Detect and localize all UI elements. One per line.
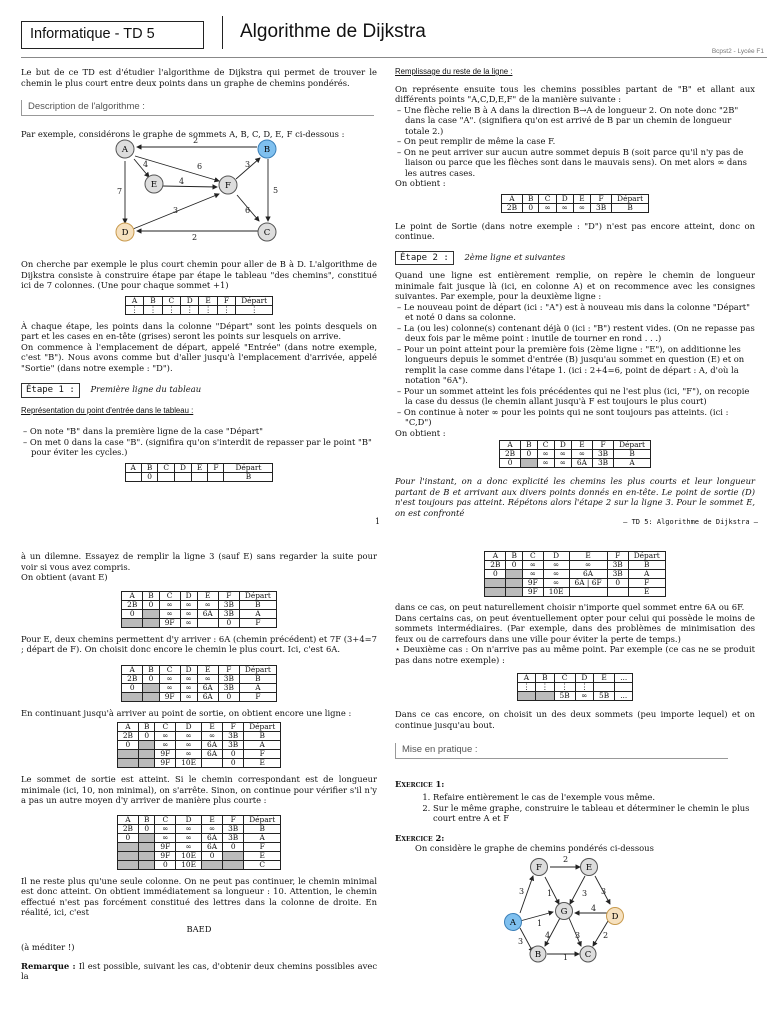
g1-weight: 6 <box>245 206 251 215</box>
mediter: (à méditer !) <box>21 942 75 952</box>
g1-node-b: B <box>263 145 271 155</box>
para-sortie: Le point de Sortie (dans notre exemple : "D") n'est pas encore atteint, donc on continue. <box>395 220 755 241</box>
ex1-title: Exercice 1: <box>395 778 445 789</box>
table-step1-full: A B C D E F Départ 2B 0 ∞ ∞ ∞ 3B B <box>501 194 649 213</box>
repr-title: Représentation du point d'entrée dans le tableau : <box>21 405 194 415</box>
list-item: – On peut remplir de même la case F. <box>405 136 755 147</box>
table-3: A B C D E F Départ 2B 0 ∞ ∞ ∞ 3B B 0 ∞ ∞ 6A 3B A 9F ∞ 0 F <box>121 591 277 628</box>
remarque: Remarque : Il est possible, suivant les cas, d'obtenir deux chemins possibles avec la <box>21 960 378 981</box>
remplissage-list <box>395 105 755 179</box>
table-step2: A B C D E F Départ 2B 0 ∞ ∞ ∞ 3B B 0 ∞ ∞ 6A 3B A <box>499 440 651 468</box>
g2-node-e: E <box>585 862 593 873</box>
g1-weight: 2 <box>193 136 199 145</box>
table-4: A B C D E F Départ 2B 0 ∞ ∞ ∞ 3B B 0 ∞ ∞ 6A 3B A 9F ∞ 6A 0 F <box>121 665 277 702</box>
page1-right <box>395 67 755 518</box>
list-item: 2. Sur le même graphe, construire le tableau et déterminer le chemin le plus court entre A et F <box>433 803 755 824</box>
repr-list <box>21 426 377 458</box>
page-title: Algorithme de Dijkstra <box>240 21 426 42</box>
course-box <box>21 21 204 49</box>
list-item: – On ne peut arriver sur aucun autre sommet depuis B (soit parce qu'il n'y pas de liaison ou parce que les flèches sont dans le mauvais sens). On met alors ∞ dans les autres cases. <box>405 147 755 179</box>
g1-node-d: D <box>121 228 129 238</box>
etape2-heading: Étape 2 : 2ème ligne et suivantes <box>395 251 755 266</box>
example-intro: Par exemple, considérons le graphe de sommets A, B, C, D, E, F ci-dessous : <box>21 128 345 139</box>
page-number: 1 <box>375 517 381 526</box>
list-item: – Pour un sommet atteint les fois précédentes qui ne l'est plus (ici, "F"), on recopie la case du dessus (le chemin allant jusqu'à F est toujours le plus court) <box>405 386 755 407</box>
p2-sommet: Le sommet de sortie est atteint. Si le chemin correspondant est de longueur minimale (ici, 10, non minimal), on s'arrête. Sinon, on continue pour vérifier s'il n'y a pas un autre moyen d'y arriver de manière plus courte : <box>21 774 377 805</box>
g2-weight: 1 <box>537 918 543 928</box>
list-item: – La (ou les) colonne(s) contenant déjà 0 (ici : "B") restent vides. (On ne repasse pas deux fois par le même point : inutile de tourner en rond . . .) <box>405 323 755 344</box>
page2-right <box>395 551 755 962</box>
section-pratique: Mise en pratique : <box>395 743 728 759</box>
table-8: A B C D E ... ⋮ ⋮ ⋮ ⋮ 5B ∞ 5B ... <box>517 673 634 701</box>
g2-weight: 3 <box>519 886 525 896</box>
g2-node-c: C <box>584 949 592 960</box>
table-5: A B C D E F Départ 2B 0 ∞ ∞ ∞ 3B B 0 ∞ ∞ 6A 3B A 9F ∞ 6A 0 F 9F 10E 0 E <box>117 722 281 768</box>
g2-node-a: A <box>509 917 517 928</box>
g2-weight: 4 <box>591 903 597 913</box>
list-item: – Le nouveau point de départ (ici : "A") est à nouveau mis dans la colonne "Départ" et noté 0 dans sa colonne. <box>405 302 755 323</box>
intro-text: Le but de ce TD est d'étudier l'algorithme de Dijkstra qui permet de trouver le chemin le plus court entre deux points dans un graphe de chemins pondérés. <box>21 67 377 88</box>
g2-node-b: B <box>534 949 542 960</box>
p2-obtient-avant: On obtient (avant E) <box>21 572 108 582</box>
g1-weight: 5 <box>273 186 279 195</box>
ex1-list <box>395 792 755 824</box>
remplissage-title: Remplissage du reste de la ligne : <box>395 67 513 76</box>
table-empty: A B C D E F Départ ⋮ ⋮ ⋮ ⋮ ⋮ ⋮ ⋮ <box>125 296 273 315</box>
list-item: – On met 0 dans la case "B". (signifira qu'on s'interdit de repasser par le point "B" pour éviter les cycles.) <box>31 437 377 458</box>
list-item: – On note "B" dans la première ligne de la case "Départ" <box>31 426 377 437</box>
ex2-intro: On considère le graphe de chemins pondérés ci-dessous <box>415 843 654 853</box>
table-7: A B C D E F Départ 2B 0 ∞ ∞ ∞ 3B B 0 ∞ ∞ 6A 3B A 9F ∞ 6A | 6F 0 F 9F 10E E <box>484 551 665 597</box>
g1-weight: 3 <box>173 206 179 215</box>
g1-node-e: E <box>150 180 158 190</box>
p2-encore: Dans ce cas encore, on choisit un des deux sommets (peu importe lequel) et on continue jusqu'au bout. <box>395 709 755 730</box>
p2-dilemme: à un dilemne. Essayez de remplir la ligne 3 (sauf E) sans regarder la suite pour voir si vous avez compris. <box>21 551 377 572</box>
course-label: Informatique - TD 5 <box>30 26 155 42</box>
table-step1: A B C D E F Départ 0 B <box>125 463 274 482</box>
ex2-title: Exercice 2: <box>395 832 445 843</box>
g2-weight: 3 <box>582 888 588 898</box>
table-6: A B C D E F Départ 2B 0 ∞ ∞ ∞ 3B B 0 ∞ ∞ 6A 3B A 9F ∞ 6A 0 F 9F 10E 0 E 0 10E C <box>117 815 281 870</box>
g2-node-d: D <box>611 911 619 922</box>
graph1 <box>21 136 377 253</box>
remplissage-intro: On représente ensuite tous les chemins possibles partant de "B" et allant aux différents points "A,C,D,E,F" de la manière suivante : <box>395 83 755 104</box>
g1-node-a: A <box>121 145 129 155</box>
graph2 <box>493 854 693 962</box>
header-rule <box>21 57 767 58</box>
g1-node-c: C <box>263 228 271 238</box>
g2-weight: 3 <box>518 936 524 946</box>
running-footer: — TD 5: Algorithme de Dijkstra — <box>623 518 758 526</box>
baed: BAED <box>186 923 212 934</box>
section-description: Description de l'algorithme : <box>21 100 374 116</box>
p2-reste: Il ne reste plus qu'une seule colonne. On ne peut pas continuer, le chemin minimal est donc atteint. On obtient immédiatement sa longueur : 10. Attention, le chemin effectué n'est pas forcément constitué des lettres dans la colonne de droite. En réalité, ici, c'est <box>21 875 377 917</box>
para-cherche: On cherche par exemple le plus court chemin pour aller de B à D. L'algorithme de Dijkstra consiste à construire étape par étape le tableau "des chemins", constitué ici de 7 colonnes. (Une pour chaque sommet +1) <box>21 259 377 290</box>
obtient-2: On obtient : <box>395 427 446 438</box>
list-item: – Une flèche relie B à A dans la direction B→A de longueur 2. On note donc "2B" dans la case "A". (signifiera qu'on est arrivé de B par un chemin de longueur totale 2.) <box>405 105 755 137</box>
g2-weight: 1 <box>547 888 553 898</box>
g1-weight: 4 <box>179 177 185 186</box>
para-quand: Quand une ligne est entièrement remplie, on repère le chemin de longueur minimale fait jusque là (ici, en colonne A) et on recommence avec les consignes suivantes. Par exemple, pour la deuxième ligne : <box>395 270 755 301</box>
para-pourlinstant: Pour l'instant, on a donc explicité les chemins les plus courts et leur longueur partant de B et arrivant aux divers points donnés en en-tête. Le point de sortie (D) n'est toujours pas atteint. Répétons alors l'étape 2 sur la ligne 3. Pour le sommet E, on est confronté <box>395 476 755 518</box>
page1-left <box>21 67 377 482</box>
g2-weight: 3 <box>601 886 607 896</box>
g2-weight: 4 <box>545 930 551 940</box>
g2-weight: 2 <box>563 854 569 864</box>
p2-certains: Dans certains cas, on peut éventuellement opter pour celui qui possède le moins de sommets intermédiaires. (Par exemple, dans des problèmes de minimisation des feux ou de carrefours dans une ville pour éviter la perte de temps.) <box>395 612 755 644</box>
p2-dans: dans ce cas, on peut naturellement choisir n'importe quel sommet entre 6A ou 6F. <box>395 602 745 612</box>
g2-weight: 3 <box>575 930 581 940</box>
school-label: Bcpst2 - Lycée F1 <box>711 48 764 55</box>
etape2-list <box>395 302 755 428</box>
g2-node-f: F <box>536 862 542 873</box>
g2-weight: 1 <box>563 952 569 962</box>
g1-weight: 4 <box>143 160 149 169</box>
g1-node-f: F <box>225 181 231 191</box>
g1-weight: 2 <box>192 233 198 242</box>
para-commence: On commence à l'emplacement de départ, appelé "Entrée" (dans notre exemple, c'est "B"). Nous avons comme but d'aller jusqu'à l'emplacement d'arrivée, appelé "Sortie" (dans notre exemple : "D"). <box>21 341 377 373</box>
p2-continuant: En continuant jusqu'à arriver au point de sortie, on obtient encore une ligne : <box>21 707 352 718</box>
list-item: – On continue à noter ∞ pour les points qui ne sont toujours pas atteints. (ici : "C,D") <box>405 407 755 428</box>
g2-weight: 2 <box>603 930 609 940</box>
g1-weight: 3 <box>245 160 251 169</box>
p2-pourE: Pour E, deux chemins permettent d'y arriver : 6A (chemin précédent) et 7F (3+4=7 ; départ de F). On choisit donc encore le chemin le plus court. Ici, c'est 6A. <box>21 633 377 654</box>
g1-weight: 7 <box>117 187 123 196</box>
p2-deuxieme: ⋆ Deuxième cas : On n'arrive pas au même point. Par exemple (ce cas ne se produit pas dans notre exemple) : <box>395 644 755 665</box>
list-item: 1. Refaire entièrement le cas de l'exemple vous même. <box>433 792 755 803</box>
list-item: – Pour un point atteint pour la première fois (2ème ligne : "E"), on additionne les longueurs depuis le sommet d'entrée (B) jusqu'au sommet en question (E) et on remplit la case comme dans l'étape 1. (ici : 2+4=6, point de départ : A, d'où la notation "6A"). <box>405 344 755 386</box>
obtient-1: On obtient : <box>395 178 446 188</box>
g2-node-g: G <box>560 906 568 917</box>
etape1-heading: Étape 1 : Première ligne du tableau <box>21 383 377 398</box>
page2-left <box>21 551 377 982</box>
para-chaque: À chaque étape, les points dans la colonne "Départ" sont les points desquels on part et les cases en en-tête (grises) seront les points sur lesquels on arrive. <box>21 320 377 341</box>
title-divider <box>222 16 223 49</box>
g1-weight: 6 <box>197 162 203 171</box>
